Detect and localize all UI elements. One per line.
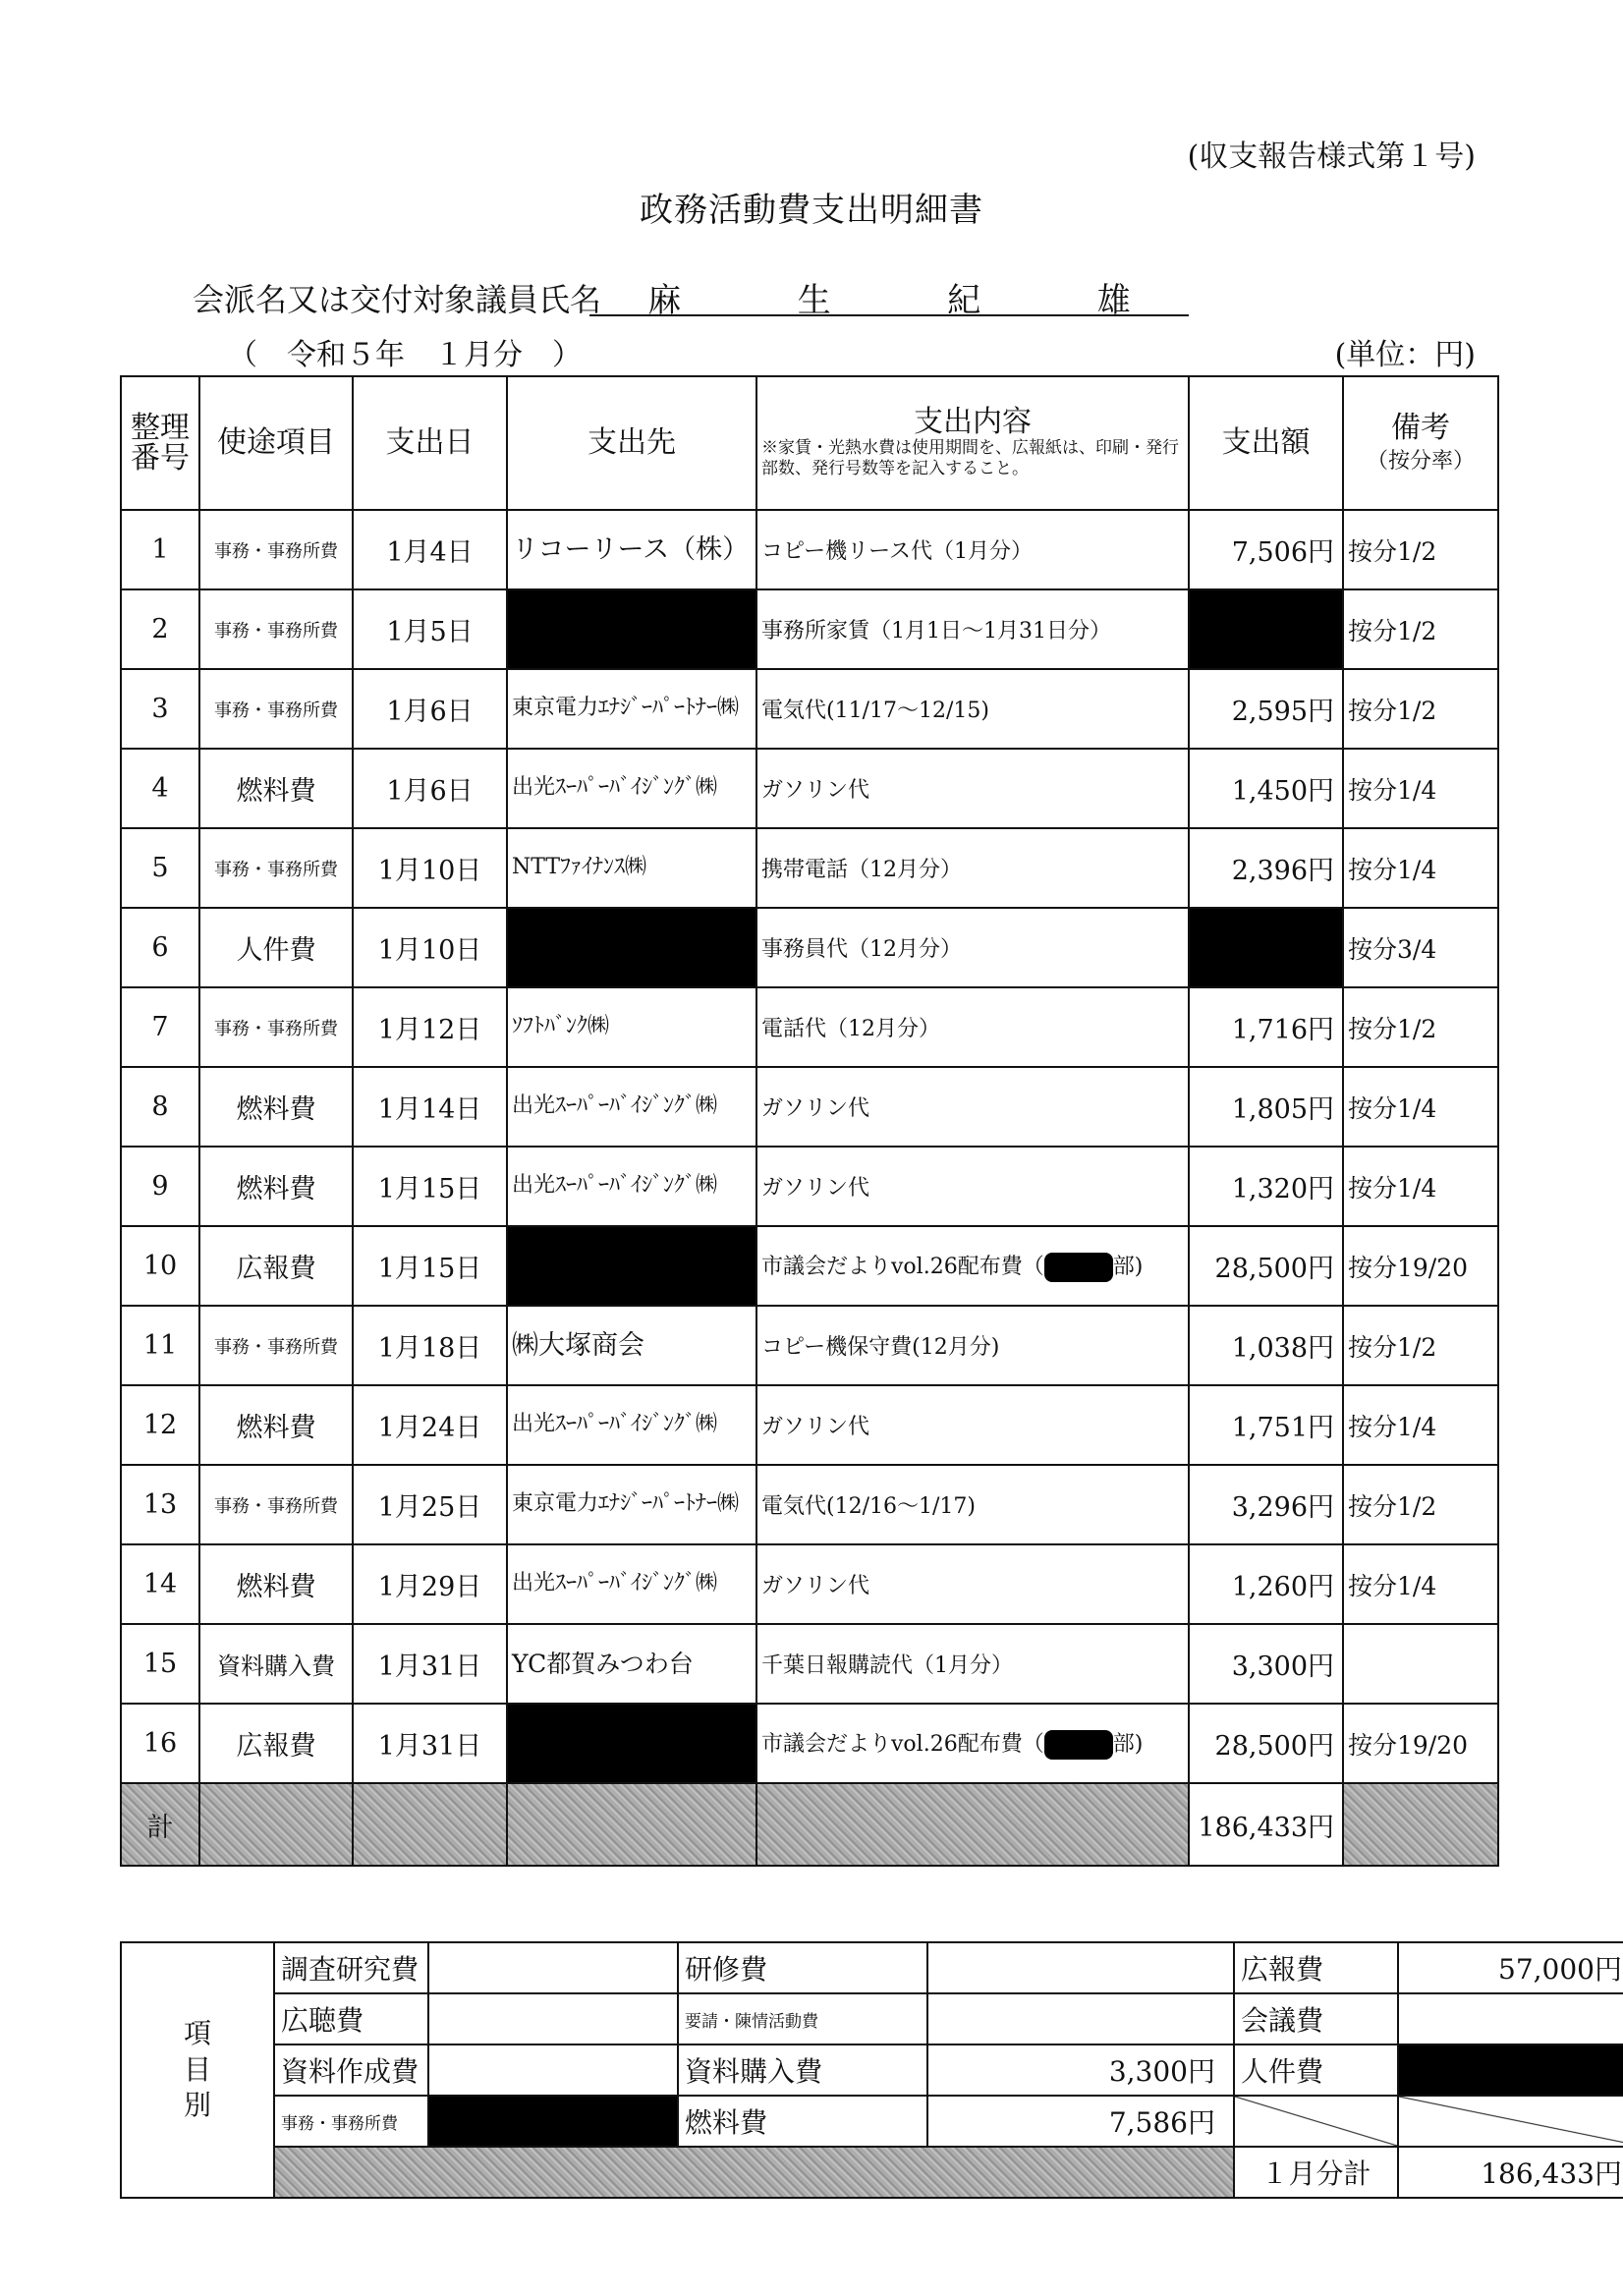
summary-row <box>121 1942 1623 1993</box>
row-amount: 2,595円 <box>1189 669 1343 749</box>
name-char: 麻 <box>647 281 682 320</box>
amount-shiryou-kounyu: 3,300円 <box>927 2044 1234 2096</box>
row-remarks: 按分19/20 <box>1343 1704 1498 1783</box>
redacted-payee <box>507 1704 756 1783</box>
row-date: 1月6日 <box>353 749 507 828</box>
row-payee: 出光ｽｰﾊﾟｰﾊﾞｲｼﾞﾝｸﾞ㈱ <box>507 1147 756 1226</box>
row-no: 1 <box>121 510 199 589</box>
row-remarks: 按分19/20 <box>1343 1226 1498 1306</box>
label-yousei: 要請・陳情活動費 <box>678 1993 927 2044</box>
row-no: 10 <box>121 1226 199 1306</box>
redacted-count <box>1044 1253 1113 1282</box>
row-no: 11 <box>121 1306 199 1385</box>
redacted-amount <box>1189 589 1343 669</box>
label-jimu: 事務・事務所費 <box>274 2096 428 2147</box>
row-content: 千葉日報購読代（1月分） <box>756 1624 1189 1704</box>
total-row <box>121 1783 1498 1866</box>
month-total-label: １月分計 <box>1234 2147 1398 2198</box>
row-remarks: 按分1/2 <box>1343 1306 1498 1385</box>
table-row <box>121 510 1498 589</box>
row-amount: 2,396円 <box>1189 828 1343 908</box>
row-amount: 1,805円 <box>1189 1067 1343 1147</box>
label-kouhou: 広報費 <box>1234 1942 1398 1993</box>
shaded-cell <box>199 1783 353 1866</box>
member-name <box>589 273 1189 320</box>
row-amount: 3,300円 <box>1189 1624 1343 1704</box>
row-content: ガソリン代 <box>756 1067 1189 1147</box>
row-remarks: 按分1/2 <box>1343 1465 1498 1544</box>
shaded-cell <box>353 1783 507 1866</box>
redacted-amount <box>1189 908 1343 987</box>
row-amount: 1,260円 <box>1189 1544 1343 1624</box>
row-category: 広報費 <box>199 1704 353 1783</box>
row-payee: 東京電力ｴﾅｼﾞｰﾊﾟｰﾄﾅｰ㈱ <box>507 1465 756 1544</box>
amount-nenryou: 7,586円 <box>927 2096 1234 2147</box>
label-shiryou-sakusei: 資料作成費 <box>274 2044 428 2096</box>
name-char: 紀 <box>947 281 981 320</box>
content-text: 市議会だよりvol.26配布費（ <box>761 1732 1044 1757</box>
label-kaigi: 会議費 <box>1234 1993 1398 2044</box>
row-content: ガソリン代 <box>756 749 1189 828</box>
row-remarks: 按分1/2 <box>1343 589 1498 669</box>
row-date: 1月24日 <box>353 1385 507 1465</box>
table-header <box>121 376 1498 510</box>
row-content <box>756 1226 1189 1306</box>
table-row <box>121 1147 1498 1226</box>
row-remarks: 按分1/4 <box>1343 1147 1498 1226</box>
amount-shiryou-sakusei <box>428 2044 678 2096</box>
name-char: 生 <box>797 281 831 320</box>
row-payee: YC都賀みつわ台 <box>507 1624 756 1704</box>
table-row <box>121 828 1498 908</box>
row-no: 13 <box>121 1465 199 1544</box>
row-content <box>756 1704 1189 1783</box>
row-payee: 出光ｽｰﾊﾟｰﾊﾞｲｼﾞﾝｸﾞ㈱ <box>507 1544 756 1624</box>
row-payee: ㈱大塚商会 <box>507 1306 756 1385</box>
row-date: 1月25日 <box>353 1465 507 1544</box>
row-payee: 東京電力ｴﾅｼﾞｰﾊﾟｰﾄﾅｰ㈱ <box>507 669 756 749</box>
name-char: 雄 <box>1096 281 1131 320</box>
label-chousa: 調査研究費 <box>274 1942 428 1993</box>
row-content: 電気代(11/17～12/15) <box>756 669 1189 749</box>
redacted-payee <box>507 1226 756 1306</box>
row-content: 電気代(12/16～1/17) <box>756 1465 1189 1544</box>
row-category: 人件費 <box>199 908 353 987</box>
row-no: 12 <box>121 1385 199 1465</box>
col-header-payee: 支出先 <box>507 376 756 510</box>
table-row <box>121 1226 1498 1306</box>
row-category: 燃料費 <box>199 1067 353 1147</box>
row-content: コピー機リース代（1月分） <box>756 510 1189 589</box>
diagonal-cell <box>1234 2096 1398 2147</box>
row-no: 15 <box>121 1624 199 1704</box>
row-category: 燃料費 <box>199 1385 353 1465</box>
redacted-payee <box>507 908 756 987</box>
expense-table <box>120 375 1499 1867</box>
row-amount: 1,320円 <box>1189 1147 1343 1226</box>
row-amount: 7,506円 <box>1189 510 1343 589</box>
row-category: 事務・事務所費 <box>199 1465 353 1544</box>
row-date: 1月31日 <box>353 1624 507 1704</box>
row-date: 1月15日 <box>353 1147 507 1226</box>
row-label-text: 項目別 <box>183 2017 211 2122</box>
shaded-cell <box>1343 1783 1498 1866</box>
row-payee: 出光ｽｰﾊﾟｰﾊﾞｲｼﾞﾝｸﾞ㈱ <box>507 1067 756 1147</box>
row-no: 8 <box>121 1067 199 1147</box>
row-content: ガソリン代 <box>756 1544 1189 1624</box>
summary-row <box>121 2044 1623 2096</box>
row-content: 電話代（12月分） <box>756 987 1189 1067</box>
summary-row <box>121 2096 1623 2147</box>
redacted-jimu-amount <box>428 2096 678 2147</box>
table-row <box>121 749 1498 828</box>
col-header-amount: 支出額 <box>1189 376 1343 510</box>
summary-row <box>121 1993 1623 2044</box>
row-category: 事務・事務所費 <box>199 589 353 669</box>
content-tail: 部) <box>1112 1255 1144 1279</box>
category-summary-table <box>120 1941 1623 2199</box>
row-remarks: 按分1/4 <box>1343 1067 1498 1147</box>
table-row <box>121 1465 1498 1544</box>
redacted-jinken-amount <box>1398 2044 1623 2096</box>
remarks-sub: （按分率） <box>1366 449 1475 474</box>
row-category: 事務・事務所費 <box>199 1306 353 1385</box>
form-number: (収支報告様式第１号) <box>1187 140 1476 174</box>
total-label: 計 <box>121 1783 199 1866</box>
amount-kenshu <box>927 1942 1234 1993</box>
row-date: 1月10日 <box>353 828 507 908</box>
row-remarks: 按分1/4 <box>1343 828 1498 908</box>
month-total-amount: 186,433円 <box>1398 2147 1623 2198</box>
row-date: 1月5日 <box>353 589 507 669</box>
row-amount: 1,450円 <box>1189 749 1343 828</box>
row-date: 1月6日 <box>353 669 507 749</box>
period: （ 令和５年 １月分 ） <box>228 338 582 372</box>
row-amount: 1,038円 <box>1189 1306 1343 1385</box>
row-date: 1月14日 <box>353 1067 507 1147</box>
table-row <box>121 589 1498 669</box>
row-date: 1月4日 <box>353 510 507 589</box>
row-no: 3 <box>121 669 199 749</box>
row-amount: 28,500円 <box>1189 1704 1343 1783</box>
amount-yousei <box>927 1993 1234 2044</box>
row-date: 1月31日 <box>353 1704 507 1783</box>
row-category: 事務・事務所費 <box>199 669 353 749</box>
row-remarks: 按分1/2 <box>1343 510 1498 589</box>
table-row <box>121 1067 1498 1147</box>
row-category: 事務・事務所費 <box>199 987 353 1067</box>
shaded-cell <box>507 1783 756 1866</box>
table-row <box>121 1704 1498 1783</box>
row-payee: リコーリース（株） <box>507 510 756 589</box>
label-kenshu: 研修費 <box>678 1942 927 1993</box>
col-header-remarks <box>1343 376 1498 510</box>
row-amount: 3,296円 <box>1189 1465 1343 1544</box>
amount-chousa <box>428 1942 678 1993</box>
row-payee: NTTﾌｧｲﾅﾝｽ㈱ <box>507 828 756 908</box>
row-amount: 28,500円 <box>1189 1226 1343 1306</box>
label-kouchou: 広聴費 <box>274 1993 428 2044</box>
table-row <box>121 987 1498 1067</box>
row-content: ガソリン代 <box>756 1147 1189 1226</box>
col-header-content <box>756 376 1189 510</box>
row-no: 5 <box>121 828 199 908</box>
row-content: 事務員代（12月分） <box>756 908 1189 987</box>
row-date: 1月18日 <box>353 1306 507 1385</box>
row-category: 広報費 <box>199 1226 353 1306</box>
shaded-cell <box>274 2147 1234 2198</box>
row-date: 1月15日 <box>353 1226 507 1306</box>
row-amount: 1,751円 <box>1189 1385 1343 1465</box>
row-no: 7 <box>121 987 199 1067</box>
row-no: 16 <box>121 1704 199 1783</box>
shaded-cell <box>756 1783 1189 1866</box>
row-content: コピー機保守費(12月分) <box>756 1306 1189 1385</box>
total-amount: 186,433円 <box>1189 1783 1343 1866</box>
label-jinken: 人件費 <box>1234 2044 1398 2096</box>
row-no: 9 <box>121 1147 199 1226</box>
page-title: 政務活動費支出明細書 <box>640 191 983 230</box>
row-remarks: 按分1/2 <box>1343 987 1498 1067</box>
row-category: 燃料費 <box>199 1147 353 1226</box>
table-row <box>121 1544 1498 1624</box>
content-text: 市議会だよりvol.26配布費（ <box>761 1255 1044 1279</box>
table-row <box>121 1306 1498 1385</box>
row-date: 1月29日 <box>353 1544 507 1624</box>
row-payee: ｿﾌﾄﾊﾞﾝｸ㈱ <box>507 987 756 1067</box>
table-row <box>121 1385 1498 1465</box>
amount-kouchou <box>428 1993 678 2044</box>
unit-label: (単位：円) <box>1334 338 1476 372</box>
row-content: ガソリン代 <box>756 1385 1189 1465</box>
category-row-label <box>121 1942 274 2198</box>
col-header-no: 整理番号 <box>121 376 199 510</box>
row-date: 1月12日 <box>353 987 507 1067</box>
row-no: 14 <box>121 1544 199 1624</box>
amount-kaigi <box>1398 1993 1623 2044</box>
row-remarks: 按分1/4 <box>1343 749 1498 828</box>
row-category: 事務・事務所費 <box>199 828 353 908</box>
summary-row <box>121 2147 1623 2198</box>
row-remarks: 按分3/4 <box>1343 908 1498 987</box>
row-category: 資料購入費 <box>199 1624 353 1704</box>
diagonal-cell <box>1398 2096 1623 2147</box>
row-no: 4 <box>121 749 199 828</box>
content-title: 支出内容 <box>914 405 1032 439</box>
table-row <box>121 669 1498 749</box>
row-no: 2 <box>121 589 199 669</box>
row-payee: 出光ｽｰﾊﾟｰﾊﾞｲｼﾞﾝｸﾞ㈱ <box>507 749 756 828</box>
row-remarks <box>1343 1624 1498 1704</box>
redacted-payee <box>507 589 756 669</box>
label-shiryou-kounyu: 資料購入費 <box>678 2044 927 2096</box>
row-category: 燃料費 <box>199 1544 353 1624</box>
row-remarks: 按分1/2 <box>1343 669 1498 749</box>
table-row <box>121 1624 1498 1704</box>
row-category: 燃料費 <box>199 749 353 828</box>
table-row <box>121 908 1498 987</box>
row-content: 事務所家賃（1月1日～1月31日分） <box>756 589 1189 669</box>
col-header-date: 支出日 <box>353 376 507 510</box>
row-payee: 出光ｽｰﾊﾟｰﾊﾞｲｼﾞﾝｸﾞ㈱ <box>507 1385 756 1465</box>
col-header-category: 使途項目 <box>199 376 353 510</box>
content-note: ※家賃・光熱水費は使用期間を、広報紙は、印刷・発行部数、発行号数等を記入すること。 <box>761 437 1179 478</box>
member-name-label: 会派名又は交付対象議員氏名 <box>193 281 602 318</box>
row-category: 事務・事務所費 <box>199 510 353 589</box>
label-nenryou: 燃料費 <box>678 2096 927 2147</box>
row-amount: 1,716円 <box>1189 987 1343 1067</box>
row-date: 1月10日 <box>353 908 507 987</box>
row-remarks: 按分1/4 <box>1343 1385 1498 1465</box>
redacted-count <box>1044 1730 1113 1760</box>
row-remarks: 按分1/4 <box>1343 1544 1498 1624</box>
remarks-title: 備考 <box>1391 410 1450 445</box>
content-tail: 部) <box>1112 1732 1144 1757</box>
row-no: 6 <box>121 908 199 987</box>
amount-kouhou: 57,000円 <box>1398 1942 1623 1993</box>
row-content: 携帯電話（12月分） <box>756 828 1189 908</box>
